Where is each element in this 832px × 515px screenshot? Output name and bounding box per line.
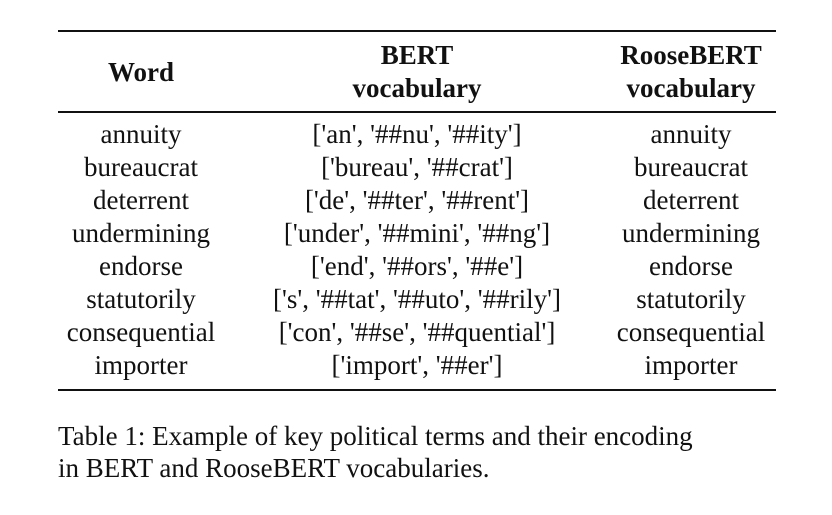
header-bert-vocabulary — [234, 38, 600, 106]
word-cell: statutorily — [86, 284, 196, 314]
bert-tokens-cell: ['con', '##se', '##quential'] — [278, 317, 556, 347]
table-row — [58, 349, 776, 382]
word-cell: deterrent — [93, 185, 189, 215]
word-cell: importer — [94, 350, 188, 380]
table-row — [58, 250, 776, 283]
word-cell: endorse — [99, 251, 183, 281]
header-bert-line1: BERT — [380, 40, 454, 70]
caption-line-2: in BERT and RooseBERT vocabularies. — [58, 453, 490, 483]
table-header-rule — [58, 111, 776, 113]
table-row — [58, 217, 776, 250]
word-cell: bureaucrat — [84, 152, 198, 182]
table-row — [58, 316, 776, 349]
table-header — [58, 38, 776, 106]
table-bottom-rule — [58, 389, 776, 391]
header-bert-line2: vocabulary — [352, 73, 482, 103]
table-body — [58, 118, 776, 382]
bert-tokens-cell: ['import', '##er'] — [331, 350, 503, 380]
table-row — [58, 184, 776, 217]
bert-tokens-cell: ['bureau', '##crat'] — [321, 152, 513, 182]
bert-tokens-cell: ['de', '##ter', '##rent'] — [304, 185, 530, 215]
bert-tokens-cell: ['an', '##nu', '##ity'] — [312, 119, 522, 149]
bert-tokens-cell: ['end', '##ors', '##e'] — [310, 251, 524, 281]
table-row — [58, 118, 776, 151]
caption-line-1: Table 1: Example of key political terms and their encoding — [58, 421, 693, 451]
bert-tokens-cell: ['under', '##mini', '##ng'] — [283, 218, 551, 248]
roosebert-cell: annuity — [650, 119, 732, 149]
roosebert-cell: statutorily — [636, 284, 746, 314]
roosebert-cell: importer — [644, 350, 738, 380]
roosebert-cell: undermining — [622, 218, 760, 248]
roosebert-cell: bureaucrat — [634, 152, 748, 182]
roosebert-cell: endorse — [649, 251, 733, 281]
word-cell: consequential — [66, 317, 216, 347]
table-caption — [58, 420, 778, 484]
header-roosebert-line2: vocabulary — [626, 73, 756, 103]
word-cell: undermining — [72, 218, 210, 248]
table-row — [58, 283, 776, 316]
header-roosebert-vocabulary — [606, 38, 776, 106]
table-top-rule — [58, 30, 776, 32]
roosebert-cell: deterrent — [643, 185, 739, 215]
header-word-label: Word — [107, 56, 174, 87]
header-word — [58, 38, 224, 106]
roosebert-cell: consequential — [616, 317, 766, 347]
bert-tokens-cell: ['s', '##tat', '##uto', '##rily'] — [273, 284, 561, 314]
word-cell: annuity — [100, 119, 182, 149]
table-row — [58, 151, 776, 184]
header-roosebert-line1: RooseBERT — [620, 40, 762, 70]
